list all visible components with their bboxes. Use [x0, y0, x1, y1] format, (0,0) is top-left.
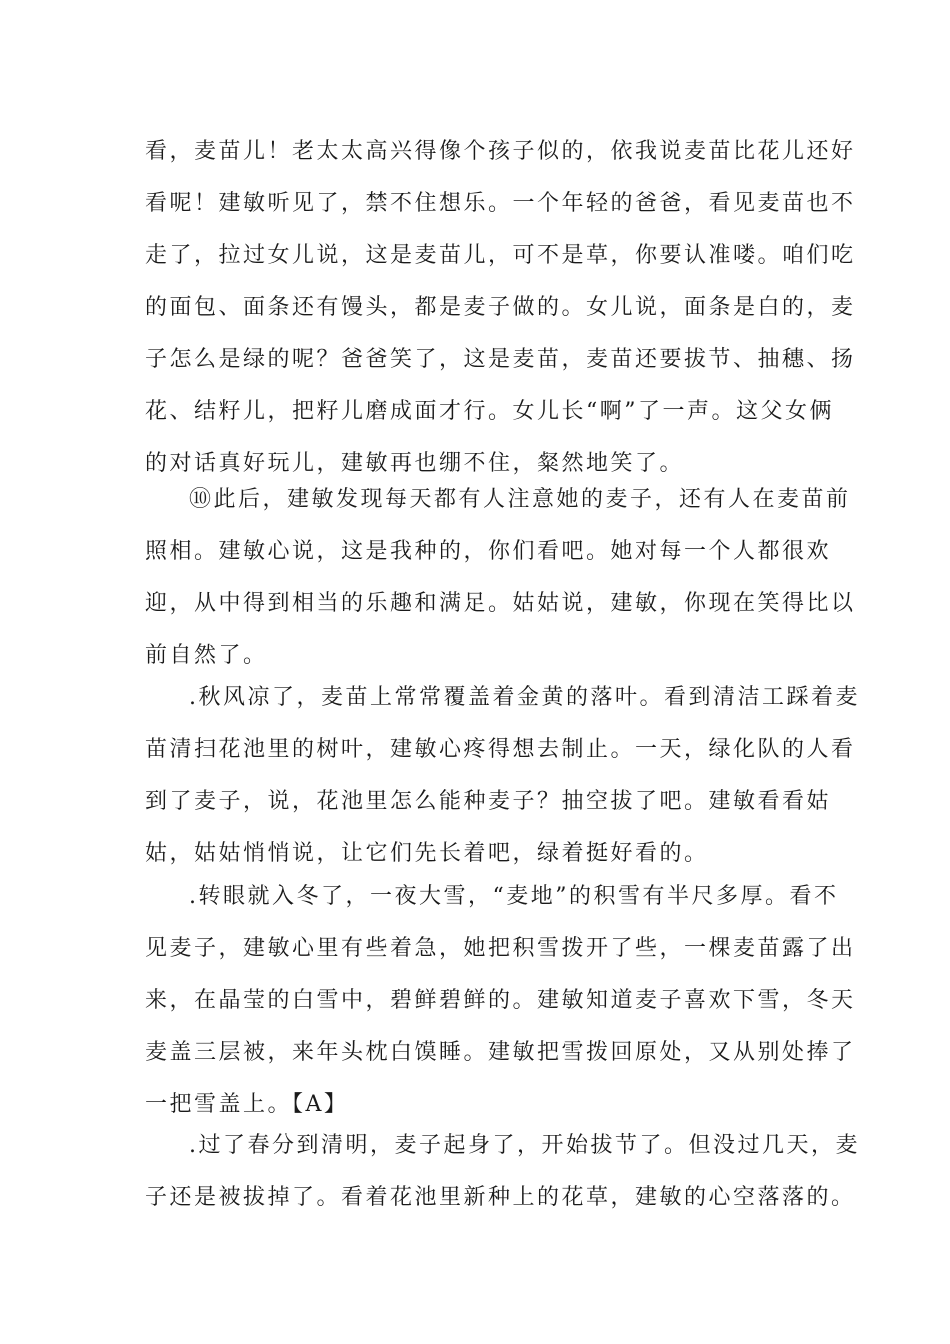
text-line: 看，麦苗儿！老太太高兴得像个孩子似的，依我说麦苗比花儿还好: [145, 139, 856, 164]
text-line: .秋风凉了，麦苗上常常覆盖着金黄的落叶。看到清洁工踩着麦: [189, 685, 860, 710]
text-line: 麦盖三层被，来年头枕白馍睡。建敏把雪拨回原处，又从别处捧了: [145, 1040, 856, 1065]
text-line: 苗清扫花池里的树叶，建敏心疼得想去制止。一天，绿化队的人看: [145, 737, 856, 762]
text-line: .过了春分到清明，麦子起身了，开始拔节了。但没过几天，麦: [189, 1133, 860, 1158]
text-line: 来，在晶莹的白雪中，碧鲜碧鲜的。建敏知道麦子喜欢下雪，冬天: [145, 988, 856, 1013]
text-line: 见麦子，建敏心里有些着急，她把积雪拨开了些，一棵麦苗露了出: [145, 936, 856, 961]
paragraph-winter: [145, 871, 856, 1131]
paragraph-spring: [145, 1120, 860, 1224]
text-line: 姑，姑姑悄悄说，让它们先长着吧，绿着挺好看的。: [145, 841, 709, 866]
text-line: ⑩此后，建敏发现每天都有人注意她的麦子，还有人在麦苗前: [189, 487, 851, 512]
paragraph-continued: [145, 126, 856, 490]
text-line: .转眼就入冬了，一夜大雪，“麦地”的积雪有半尺多厚。看不: [189, 884, 839, 909]
text-line: 到了麦子，说，花池里怎么能种麦子？抽空拔了吧。建敏看看姑: [145, 789, 832, 814]
text-line: 迎，从中得到相当的乐趣和满足。姑姑说，建敏，你现在笑得比以: [145, 591, 856, 616]
text-line: 前自然了。: [145, 643, 268, 668]
text-line: 走了，拉过女儿说，这是麦苗儿，可不是草，你要认准喽。咱们吃: [145, 243, 856, 268]
text-line: 一把雪盖上。【A】: [145, 1092, 349, 1117]
paragraph-autumn: [145, 672, 860, 880]
text-line: 照相。建敏心说，这是我种的，你们看吧。她对每一个人都很欢: [145, 539, 832, 564]
paragraph-10: [145, 474, 856, 682]
text-line: 花、结籽儿，把籽儿磨成面才行。女儿长“啊”了一声。这父女俩: [145, 399, 834, 424]
text-line: 子怎么是绿的呢？爸爸笑了，这是麦苗，麦苗还要拔节、抽穗、扬: [145, 347, 856, 372]
text-line: 的面包、面条还有馒头，都是麦子做的。女儿说，面条是白的，麦: [145, 295, 856, 320]
text-line: 子还是被拔掉了。看着花池里新种上的花草，建敏的心空落落的。: [145, 1185, 856, 1210]
text-line: 看呢！建敏听见了，禁不住想乐。一个年轻的爸爸，看见麦苗也不: [145, 191, 856, 216]
text-line: 的对话真好玩儿，建敏再也绷不住，粲然地笑了。: [145, 451, 685, 476]
